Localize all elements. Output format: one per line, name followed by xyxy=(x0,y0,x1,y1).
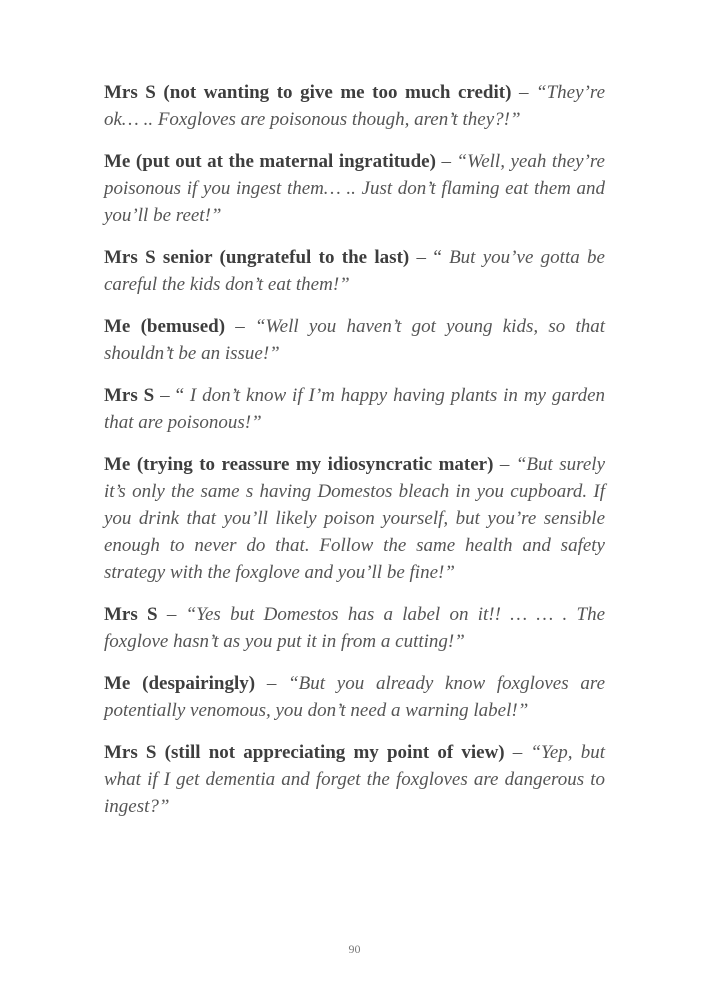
speaker-label: Mrs S xyxy=(104,385,155,406)
speaker-label: Mrs S xyxy=(104,604,158,625)
dialogue-paragraph xyxy=(104,601,605,655)
dash-separator: – xyxy=(435,151,457,172)
speech-text: “Yep, but what if I get dementia and forget the foxgloves are dangerous to ingest?” xyxy=(104,742,606,817)
dialogue-paragraph xyxy=(104,670,605,724)
page-number: 90 xyxy=(348,942,361,956)
speech-text: “Well you haven’t got young kids, so that shouldn’t be an issue!” xyxy=(104,316,605,364)
dialogue-paragraph xyxy=(104,148,605,229)
speech-text: “They’re ok… .. Foxgloves are poisonous though, aren’t they?!” xyxy=(104,82,605,130)
dash-separator: – xyxy=(225,316,255,337)
dash-separator: – xyxy=(493,454,516,475)
speaker-label: Me (bemused) xyxy=(104,316,226,337)
page-body xyxy=(104,79,605,835)
speech-text: I don’t know if I’m happy having plants in my garden that are poisonous!” xyxy=(104,385,605,433)
speech-text: “Yes but Domestos has a label on it!! … … . The foxglove hasn’t as you put it in from a cutting!” xyxy=(104,604,606,652)
speech-text: “But surely it’s only the same s having Domestos bleach in you cupboard. If you drink that you’ll likely poison yourself, but you’re sensible enough to never do that. Follow the same health and safety strategy with the foxglove and you’ll be fine!” xyxy=(104,454,605,583)
dialogue-paragraph xyxy=(104,739,605,820)
dialogue-paragraph xyxy=(104,382,605,436)
speaker-label: Me (put out at the maternal ingratitude) xyxy=(104,151,436,172)
speaker-label: Mrs S senior (ungrateful to the last) xyxy=(104,247,410,268)
dialogue-paragraph xyxy=(104,313,605,367)
dash-separator: – xyxy=(157,604,186,625)
dialogue-paragraph xyxy=(104,244,605,298)
dialogue-paragraph xyxy=(104,451,605,586)
speech-text: “But you already know foxgloves are potentially venomous, you don’t need a warning label!” xyxy=(104,673,606,721)
speech-text: But you’ve gotta be careful the kids don’t eat them!” xyxy=(104,247,605,295)
dash-separator: – xyxy=(504,742,531,763)
dialogue-paragraph xyxy=(104,79,605,133)
dash-separator: – “ xyxy=(154,385,190,406)
dash-separator: – “ xyxy=(409,247,450,268)
dash-separator: – xyxy=(255,673,289,694)
dash-separator: – xyxy=(511,82,537,103)
speaker-label: Mrs S (not wanting to give me too much credit) xyxy=(104,82,512,103)
speaker-label: Me (despairingly) xyxy=(104,673,256,694)
speaker-label: Mrs S (still not appreciating my point of view) xyxy=(104,742,505,763)
speaker-label: Me (trying to reassure my idiosyncratic mater) xyxy=(104,454,494,475)
speech-text: “Well, yeah they’re poisonous if you ingest them… .. Just don’t flaming eat them and you’ll be reet!” xyxy=(104,151,605,226)
